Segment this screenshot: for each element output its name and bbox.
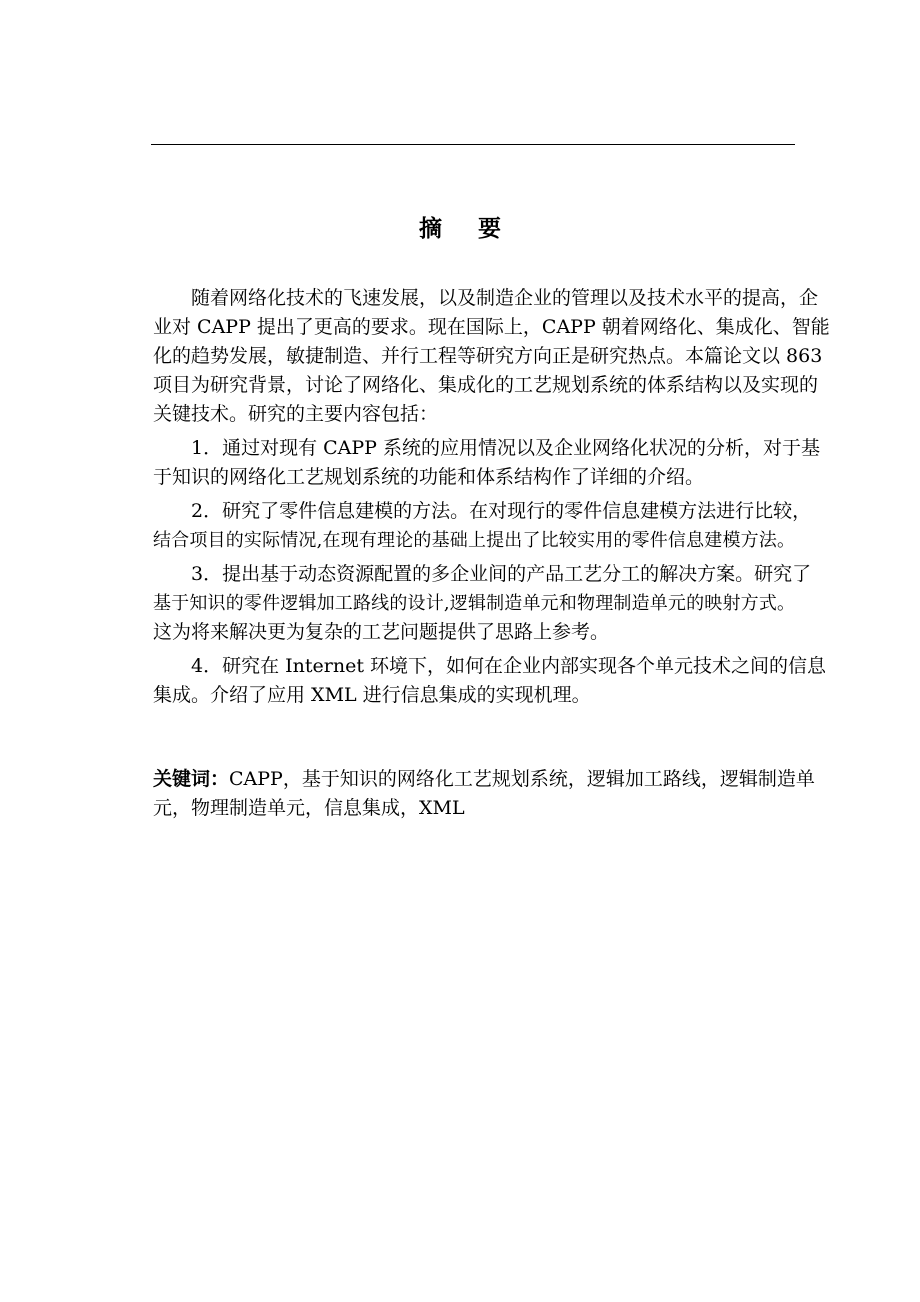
text-line: 于知识的网络化工艺规划系统的功能和体系结构作了详细的介绍。 xyxy=(153,466,705,488)
text-line: 关键技术。研究的主要内容包括： xyxy=(153,403,439,425)
text-line: 随着网络化技术的飞速发展，以及制造企业的管理以及技术水平的提高，企 xyxy=(191,287,819,309)
text-line: 这为将来解决更为复杂的工艺问题提供了思路上参考。 xyxy=(153,621,610,643)
text-line: 基于知识的零件逻辑加工路线的设计,逻辑制造单元和物理制造单元的映射方式。 xyxy=(153,593,795,614)
paragraph-intro xyxy=(153,284,830,429)
text-line: 2．研究了零件信息建模的方法。在对现行的零件信息建模方法进行比较， xyxy=(191,500,812,522)
paragraph-item-4 xyxy=(153,652,826,710)
text-line: 4．研究在 Internet 环境下，如何在企业内部实现各个单元技术之间的信息 xyxy=(191,655,826,677)
text-line: 3．提出基于动态资源配置的多企业间的产品工艺分工的解决方案。研究了 xyxy=(191,563,812,585)
keywords-label: 关键词： xyxy=(153,768,230,790)
keywords-line-1 xyxy=(153,765,815,794)
text-line: 集成。介绍了应用 XML 进行信息集成的实现机理。 xyxy=(153,684,591,706)
text-line: 项目为研究背景，讨论了网络化、集成化的工艺规划系统的体系结构以及实现的 xyxy=(153,374,819,396)
paragraph-item-2 xyxy=(153,497,812,555)
keywords-line-2: 元，物理制造单元，信息集成，XML xyxy=(153,797,465,819)
page-title: 摘 要 xyxy=(418,216,515,242)
paragraph-item-3 xyxy=(153,560,812,647)
text-line: 1．通过对现有 CAPP 系统的应用情况以及企业网络化状况的分析，对于基 xyxy=(191,437,820,459)
header-rule xyxy=(151,144,795,145)
keywords-section xyxy=(153,765,815,823)
text-line: 业对 CAPP 提出了更高的要求。现在国际上，CAPP 朝着网络化、集成化、智能 xyxy=(153,316,830,338)
paragraph-item-1 xyxy=(153,434,820,492)
keywords-text: CAPP，基于知识的网络化工艺规划系统，逻辑加工路线，逻辑制造单 xyxy=(229,768,815,790)
abstract-body xyxy=(153,284,830,715)
text-line: 结合项目的实际情况,在现有理论的基础上提出了比较实用的零件信息建模方法。 xyxy=(153,530,795,551)
text-line: 化的趋势发展，敏捷制造、并行工程等研究方向正是研究热点。本篇论文以 863 xyxy=(153,345,823,367)
